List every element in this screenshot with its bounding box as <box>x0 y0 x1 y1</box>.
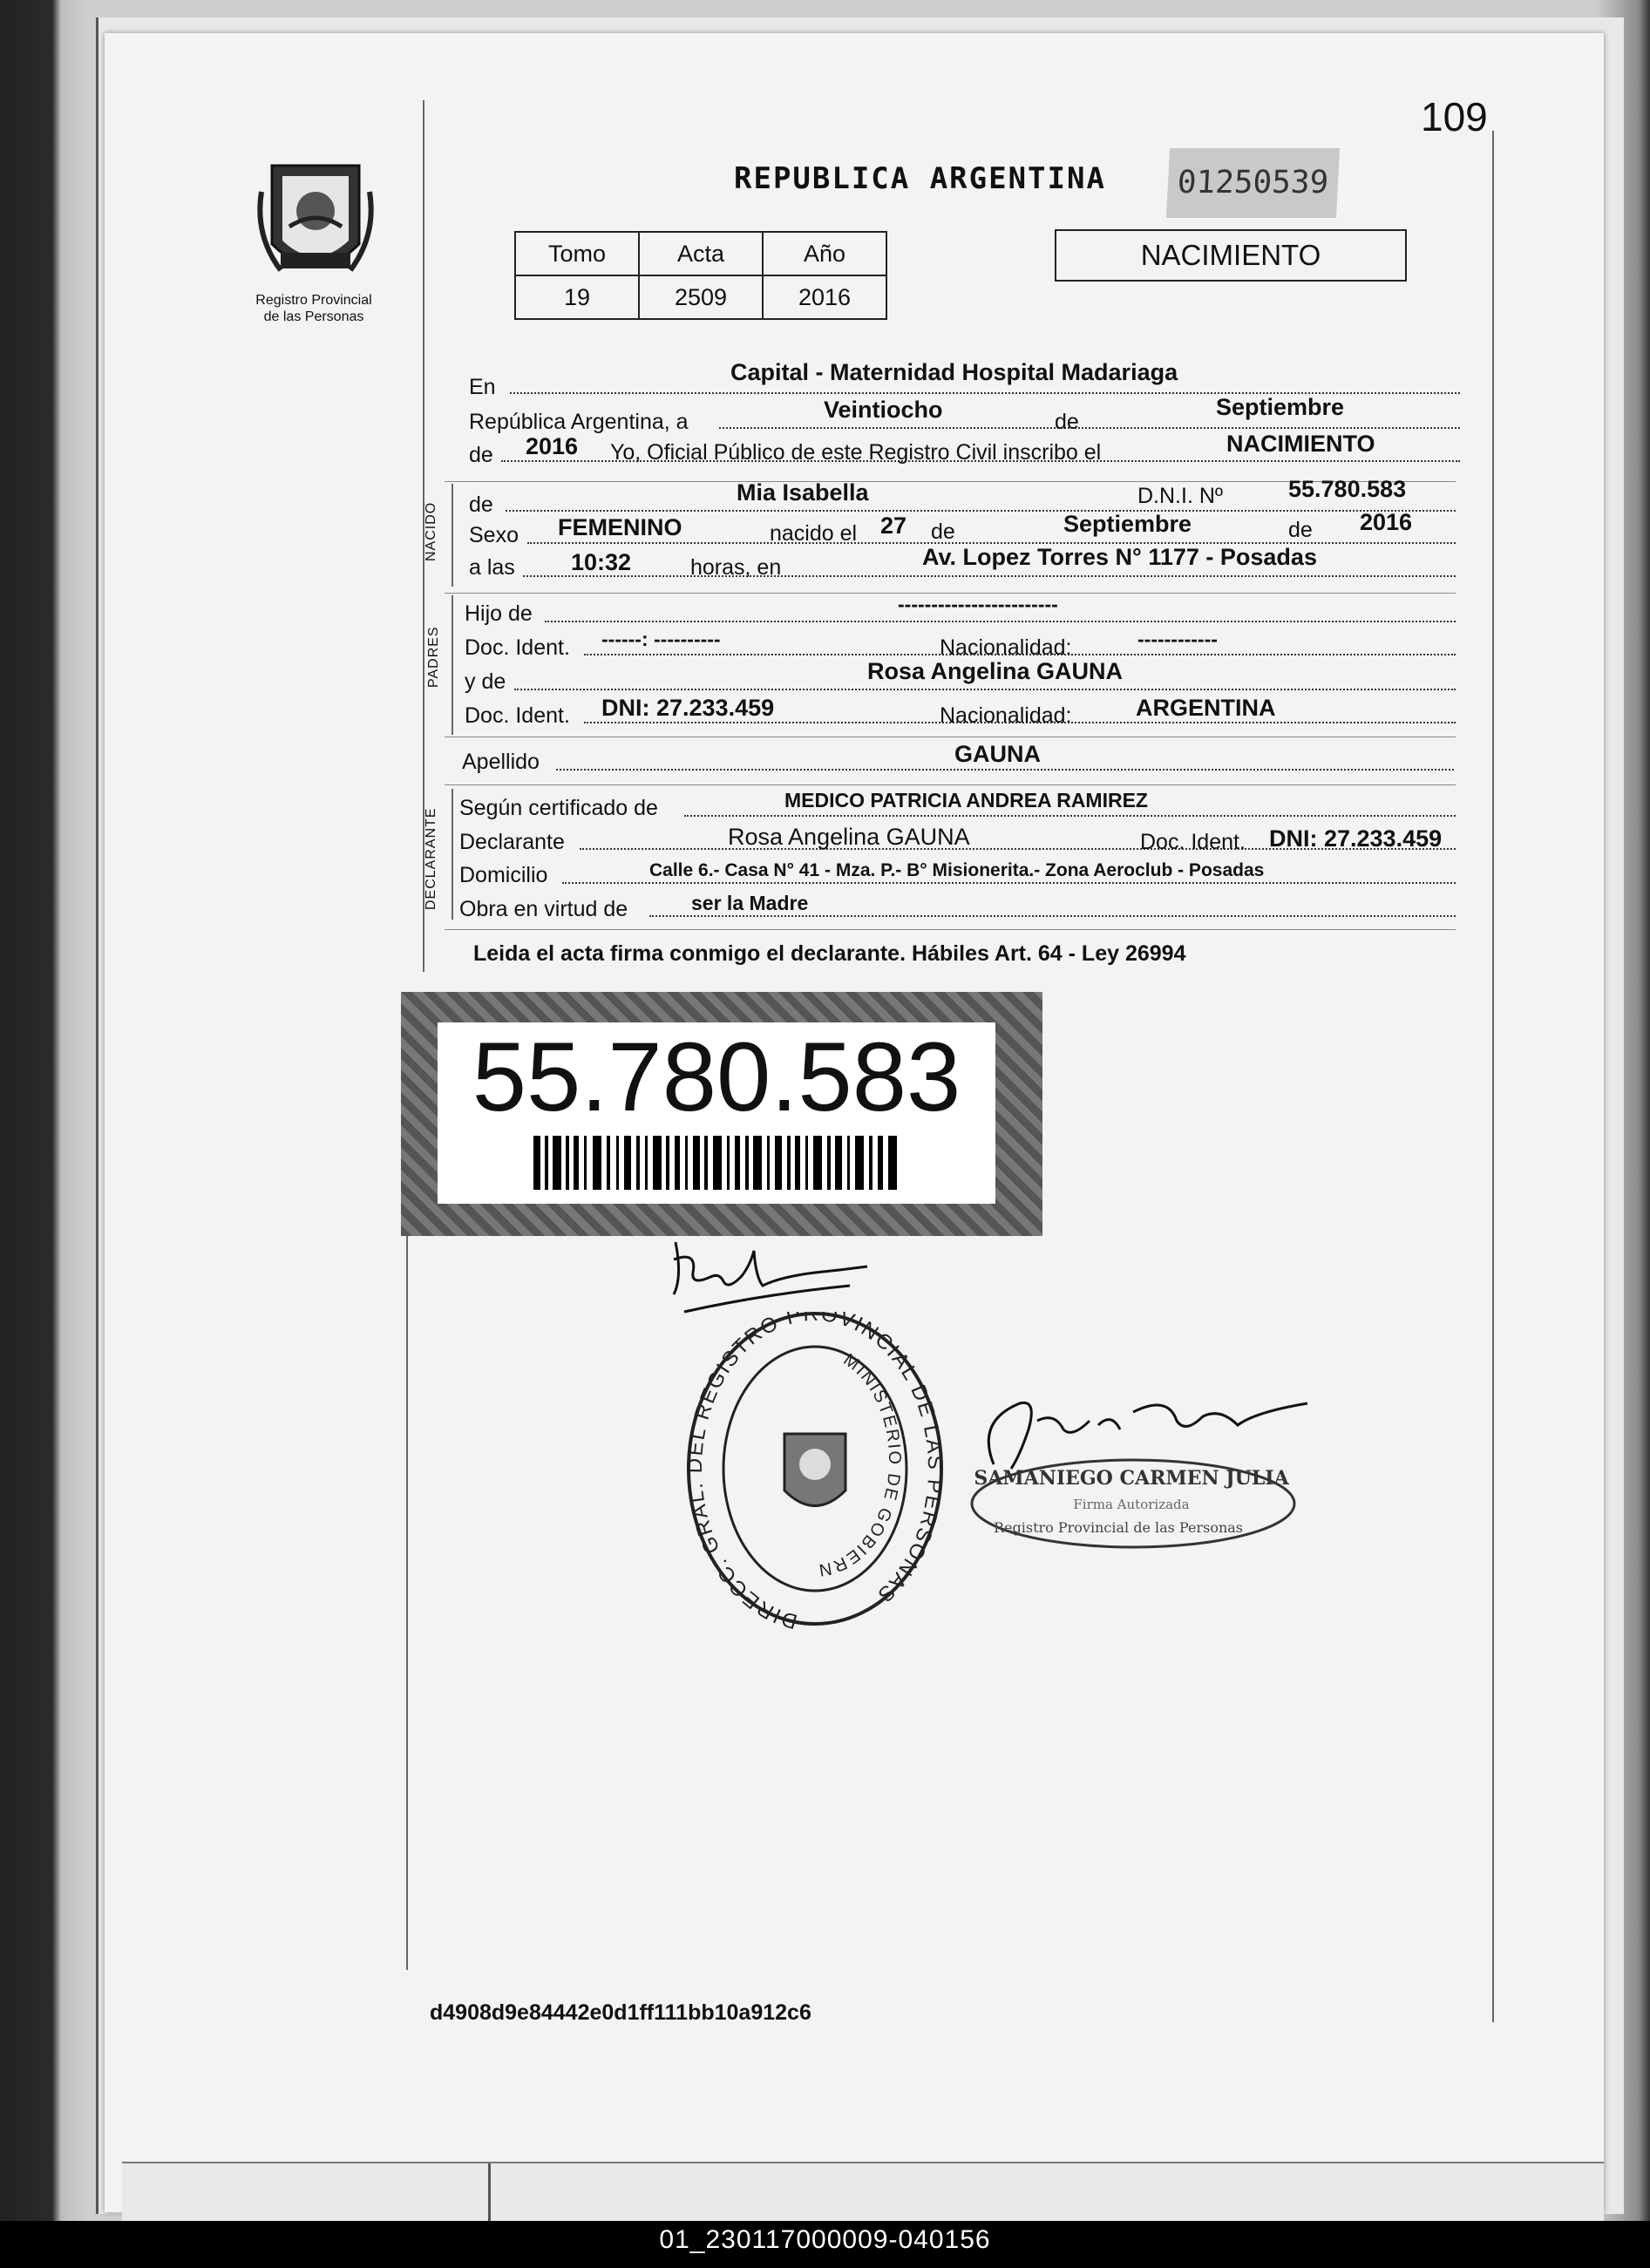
mother-doc: DNI: 27.233.459 <box>601 695 775 721</box>
birth-month: Septiembre <box>1063 511 1192 537</box>
table-header-row <box>515 232 886 275</box>
birth-time: 10:32 <box>571 549 632 575</box>
tomo-acta-table <box>514 231 887 320</box>
birth-day: 27 <box>880 513 907 539</box>
dotted-line <box>506 510 1456 512</box>
act-kind: NACIMIENTO <box>1226 431 1375 457</box>
child-name: Mia Isabella <box>737 479 869 506</box>
father-nationality: ------------ <box>1137 628 1218 650</box>
child-sex: FEMENINO <box>558 514 682 540</box>
sticker-label <box>438 1022 995 1204</box>
doc-label: Doc. Ident. <box>465 703 570 728</box>
dotted-line <box>719 427 1460 429</box>
official-role: Firma Autorizada <box>1073 1497 1190 1512</box>
doc-label: Doc. Ident. <box>1140 830 1246 854</box>
province-crest-logo <box>255 157 377 288</box>
section-line <box>452 595 453 735</box>
serial-number: 01250539 <box>1166 148 1340 218</box>
horas-label: horas, en <box>690 555 782 580</box>
padres-side-label: PADRES <box>426 626 441 688</box>
domicilio-label: Domicilio <box>459 863 548 887</box>
registry-label: Registro Provincial de las Personas <box>255 293 372 324</box>
apellido-label: Apellido <box>462 750 540 774</box>
stamp-inner-text: MINISTERIO DE GOBIERN <box>816 1350 905 1580</box>
value-acta: 2509 <box>639 275 763 319</box>
de-label: de <box>1055 410 1079 434</box>
sexo-label: Sexo <box>469 523 519 547</box>
dotted-line <box>545 621 1456 622</box>
declarant-signature-icon <box>658 1225 885 1321</box>
document-title: REPUBLICA ARGENTINA <box>734 161 1106 196</box>
value-ano: 2016 <box>763 275 886 319</box>
de-label: de <box>469 492 493 517</box>
certificado-label: Según certificado de <box>459 796 658 820</box>
right-margin-line <box>1492 131 1494 2022</box>
separator <box>445 929 1456 930</box>
nacido-label: nacido el <box>770 521 858 546</box>
dotted-line <box>523 575 1456 577</box>
mother-name: Rosa Angelina GAUNA <box>867 658 1124 684</box>
declarant-name: Rosa Angelina GAUNA <box>728 824 970 850</box>
header-acta: Acta <box>639 232 763 275</box>
obra-label: Obra en virtud de <box>459 897 628 921</box>
father-doc: ------: ---------- <box>601 628 721 650</box>
doc-label: Doc. Ident. <box>465 635 570 660</box>
authorized-signature-stamp <box>963 1451 1299 1552</box>
dotted-line <box>649 915 1456 917</box>
yde-label: y de <box>465 669 506 694</box>
alas-label: a las <box>469 555 515 580</box>
republica-label: República Argentina, a <box>469 410 689 434</box>
declarante-side-label: DECLARANTE <box>424 807 438 910</box>
act-day: Veintiocho <box>824 397 943 423</box>
separator <box>445 784 1456 785</box>
mother-nationality: ARGENTINA <box>1136 695 1276 721</box>
de-label: de <box>1288 518 1313 542</box>
dotted-line <box>556 769 1454 771</box>
document-hash: d4908d9e84442e0d1ff111bb10a912c6 <box>430 2000 811 2025</box>
official-name: SAMANIEGO CARMEN JULIA <box>974 1467 1289 1490</box>
declarante-label: Declarante <box>459 830 565 854</box>
oficial-text: Yo, Oficial Público de este Registro Civil inscribo el <box>610 440 1102 465</box>
sticker-number: 55.780.583 <box>472 1022 961 1131</box>
dni-label: D.N.I. Nº <box>1137 484 1224 508</box>
section-line <box>452 789 453 920</box>
father-name: ------------------------ <box>898 593 1058 615</box>
declarant-relation: ser la Madre <box>691 892 809 914</box>
nacionalidad-label: Nacionalidad: <box>940 703 1072 728</box>
footer-code: 01_230117000009-040156 <box>659 2225 991 2254</box>
declarant-address: Calle 6.- Casa N° 41 - Mza. P.- B° Misionerita.- Zona Aeroclub - Posadas <box>649 860 1265 880</box>
birth-address: Av. Lopez Torres N° 1177 - Posadas <box>922 544 1317 570</box>
act-type-box: NACIMIENTO <box>1055 229 1407 282</box>
dni-sticker <box>401 992 1042 1236</box>
de-label: de <box>931 519 955 544</box>
left-margin-line-lower <box>406 1220 408 1970</box>
official-office: Registro Provincial de las Personas <box>993 1519 1244 1536</box>
registry-seal-stamp <box>684 1312 946 1634</box>
nacido-side-label: NACIDO <box>424 501 438 561</box>
en-label: En <box>469 375 496 399</box>
bottom-sheet <box>122 2162 1604 2224</box>
value-tomo: 19 <box>515 275 639 319</box>
birth-year: 2016 <box>1360 509 1413 535</box>
certificate-issuer: MEDICO PATRICIA ANDREA RAMIREZ <box>784 789 1148 811</box>
act-year: 2016 <box>526 433 579 459</box>
child-dni: 55.780.583 <box>1288 476 1407 502</box>
act-month: Septiembre <box>1216 394 1345 420</box>
declarant-doc: DNI: 27.233.459 <box>1269 825 1443 852</box>
closing-statement: Leida el acta firma conmigo el declarante. Hábiles Art. 64 - Ley 26994 <box>473 941 1186 966</box>
hijo-label: Hijo de <box>465 601 533 626</box>
table-value-row <box>515 275 886 319</box>
dotted-line <box>514 689 1456 690</box>
stamp-outer-text: DIRECC. GRAL. DEL REGISTRO PROVINCIAL DE LAS PERSONAS <box>684 1312 946 1633</box>
dotted-line <box>562 882 1456 884</box>
de-label: de <box>469 443 493 467</box>
dotted-line <box>684 815 1456 817</box>
birth-place: Capital - Maternidad Hospital Madariaga <box>730 359 1178 385</box>
barcode-icon <box>533 1136 900 1190</box>
nacionalidad-label: Nacionalidad: <box>940 635 1072 660</box>
section-line <box>452 484 453 587</box>
page-number: 109 <box>1421 94 1488 139</box>
header-tomo: Tomo <box>515 232 639 275</box>
header-ano: Año <box>763 232 886 275</box>
surname: GAUNA <box>954 741 1041 767</box>
